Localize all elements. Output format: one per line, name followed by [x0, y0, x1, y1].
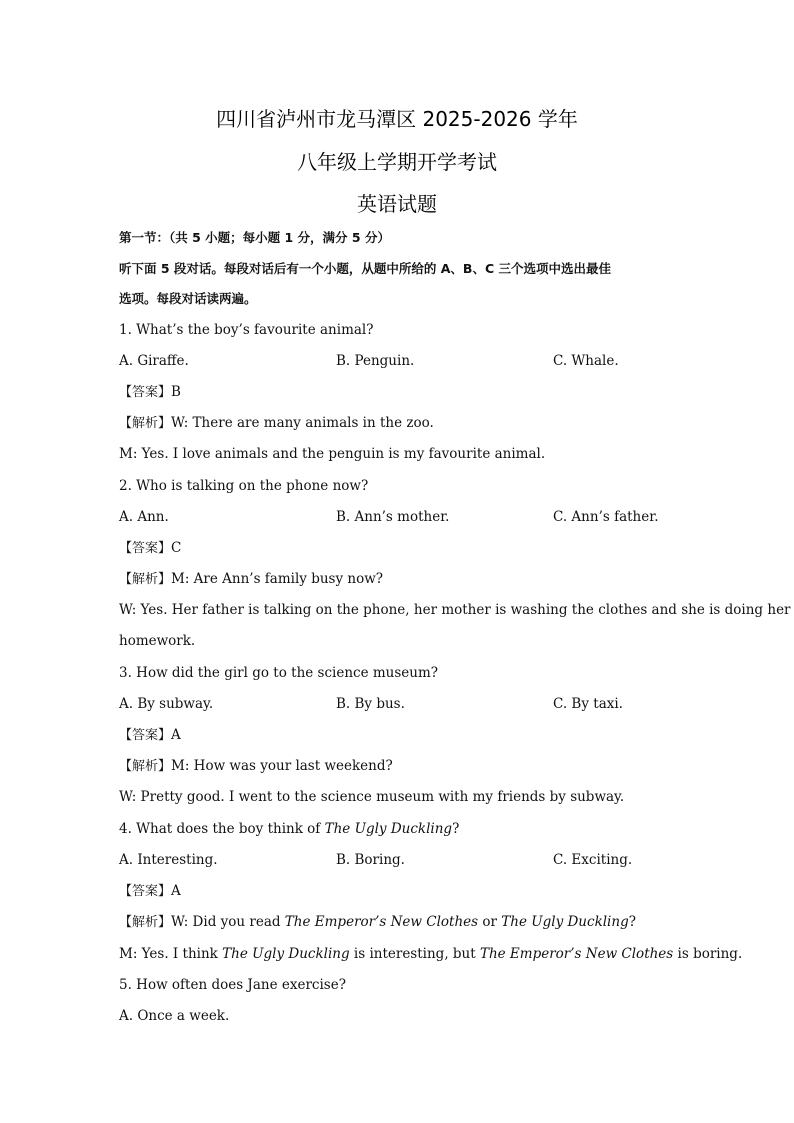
q4-dialogue-2: [119, 945, 742, 963]
q4-option-c: C. Exciting.: [553, 852, 633, 868]
q2-dialogue-2: W: Yes. Her father is talking on the phone, her mother is washing the clothes and she is doing her: [119, 602, 791, 618]
exam-grade-title: 八年级上学期开学考试: [297, 150, 497, 174]
q3-analysis: [119, 757, 393, 776]
q1-option-b: B. Penguin.: [336, 353, 415, 369]
q1-option-a: A. Giraffe.: [119, 353, 189, 369]
q2-analysis: [119, 570, 383, 589]
q1-option-c: C. Whale.: [553, 353, 619, 369]
q2-answer: [119, 539, 181, 558]
q1-answer: [119, 383, 181, 402]
dialogue-line: M: Are Ann’s family busy now?: [171, 571, 384, 587]
q4-option-b: B. Boring.: [336, 852, 405, 868]
question-1: 1. What’s the boy’s favourite animal?: [119, 322, 374, 338]
answer-value: C: [171, 540, 182, 556]
q3-option-a: A. By subway.: [119, 696, 214, 712]
q2-option-a: A. Ann.: [119, 509, 169, 525]
q4-analysis: [119, 913, 636, 932]
dialogue-line: W: There are many animals in the zoo.: [171, 415, 434, 431]
q2-option-b: B. Ann’s mother.: [336, 509, 450, 525]
section-instruction-2: 选项。每段对话读两遍。: [119, 291, 257, 306]
analysis-label: 【解析】: [119, 572, 172, 587]
q1-analysis: [119, 414, 434, 433]
q4-option-a: A. Interesting.: [119, 852, 218, 868]
q3-option-c: C. By taxi.: [553, 696, 623, 712]
q3-answer: [119, 726, 181, 745]
answer-value: A: [171, 727, 181, 743]
analysis-label: 【解析】: [119, 759, 172, 774]
q5-option-a: A. Once a week.: [119, 1008, 230, 1024]
q3-dialogue-2: W: Pretty good. I went to the science museum with my friends by subway.: [119, 789, 625, 805]
answer-label: 【答案】: [119, 385, 172, 400]
section-heading: 第一节：（共 5 小题；每小题 1 分，满分 5 分）: [119, 230, 390, 245]
answer-value: B: [171, 384, 181, 400]
q2-dialogue-3: homework.: [119, 633, 196, 649]
dialogue-text: is boring.: [673, 946, 743, 962]
analysis-label: 【解析】: [119, 915, 172, 930]
q3-option-b: B. By bus.: [336, 696, 405, 712]
dialogue-text: M: Yes. I think: [119, 946, 223, 962]
question-text: 4. What does the boy think of: [119, 821, 325, 837]
exam-title: 四川省泸州市龙马潭区 2025-2026 学年: [216, 107, 578, 131]
dialogue-text: W: Did you read: [171, 914, 285, 930]
dialogue-line: M: How was your last weekend?: [171, 758, 393, 774]
q2-option-c: C. Ann’s father.: [553, 509, 659, 525]
q1-dialogue-2: M: Yes. I love animals and the penguin is my favourite animal.: [119, 446, 546, 462]
dialogue-text: is interesting, but: [349, 946, 480, 962]
question-2: 2. Who is talking on the phone now?: [119, 478, 369, 494]
question-mark: ?: [628, 914, 636, 930]
section-instruction-1: 听下面 5 段对话。每段对话后有一个小题，从题中所给的 A、B、C 三个选项中选出最佳: [119, 261, 611, 276]
exam-subject-title: 英语试题: [357, 192, 437, 216]
book-title: The Emperor’s New Clothes: [284, 914, 479, 930]
dialogue-text: or: [478, 914, 502, 930]
book-title: The Emperor’s New Clothes: [479, 946, 674, 962]
question-mark: ?: [452, 821, 460, 837]
book-title: The Ugly Duckling: [501, 914, 629, 930]
answer-label: 【答案】: [119, 541, 172, 556]
book-title: The Ugly Duckling: [222, 946, 350, 962]
book-title: The Ugly Duckling: [324, 821, 453, 837]
question-3: 3. How did the girl go to the science museum?: [119, 665, 439, 681]
question-5: 5. How often does Jane exercise?: [119, 977, 346, 993]
q4-answer: [119, 882, 181, 901]
answer-label: 【答案】: [119, 884, 172, 899]
analysis-label: 【解析】: [119, 416, 172, 431]
answer-label: 【答案】: [119, 728, 172, 743]
question-4: [119, 820, 459, 838]
answer-value: A: [171, 883, 181, 899]
